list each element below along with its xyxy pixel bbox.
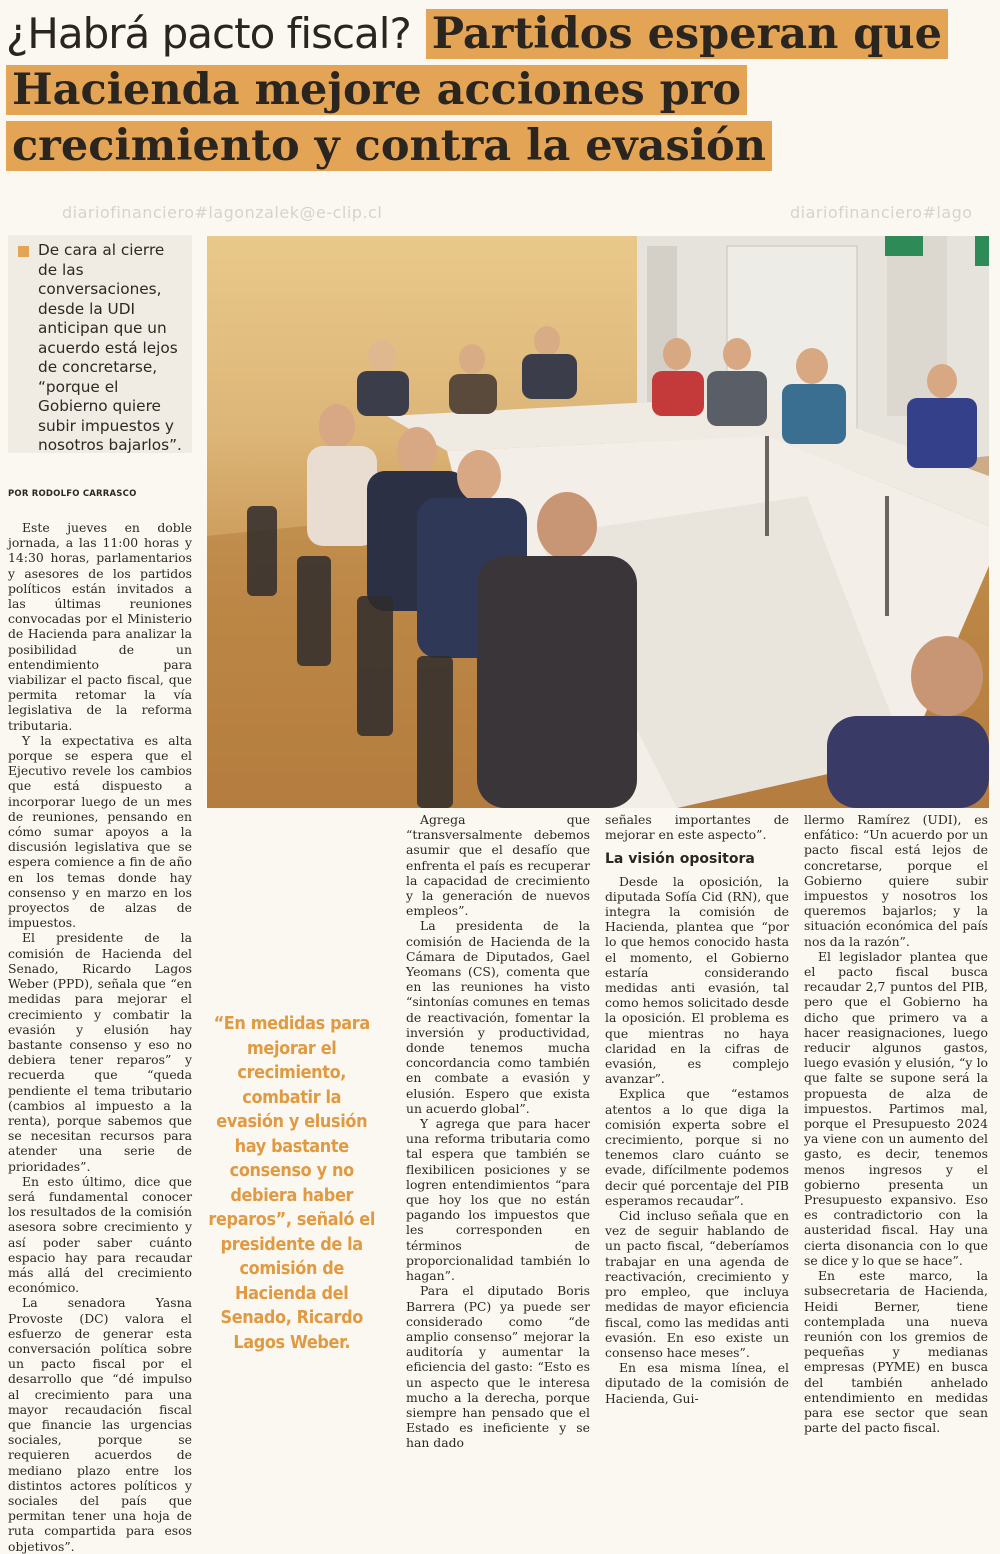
col4-paragraph: El legislador plantea que el pacto fiscal busca recaudar 2,7 puntos del PIB, pero que el Gobierno ha dicho que primero va a hacer reasignaciones, luego reducir algunos gastos, luego evasión y elusión, “y lo que falte se supone será la propuesta de alza de impuestos. Partimos mal, porque el Presupuesto 2024 ya viene con un aumento del gasto, es decir, tenemos menos ingresos y el gobierno presenta un Presupuesto expansivo. Eso es contradictorio con la austeridad fiscal. Hay una cierta disonancia con lo que se dice y lo que se hace”. <box>804 948 988 1268</box>
watermark-left: diariofinanciero#lagonzalek@e-clip.cl <box>62 203 383 222</box>
headline-main: Partidos esperan que Hacienda mejore acciones pro crecimiento y contra la evasión <box>6 9 948 171</box>
byline: POR RODOLFO CARRASCO <box>8 489 137 499</box>
col4-paragraph: llermo Ramírez (UDI), es enfático: “Un acuerdo por un pacto fiscal está lejos de concretarse, porque el Gobierno quiere subir impuestos y nosotros los queremos bajarlos; y la situación económica del país nos da la razón”. <box>804 812 988 949</box>
watermark-right: diariofinanciero#lago <box>790 203 973 222</box>
summary-bullet-icon <box>18 246 29 257</box>
column-1 <box>8 520 192 1554</box>
col2-paragraph: Agrega que “transversalmente debemos asumir que el desafío que enfrenta el país es recuperar la capacidad de crecimiento y la generación de nuevos empleos”. <box>406 812 590 919</box>
summary-box <box>8 235 192 453</box>
col2-paragraph: La presidenta de la comisión de Hacienda de la Cámara de Diputados, Gael Yeomans (CS), comenta que en las reuniones ha visto “sintonías comunes en temas de reactivación, fomentar la inversión y productividad, donde tenemos mucha concordancia como también en combate a evasión y elusión. Espero que exista un acuerdo global”. <box>406 918 590 1116</box>
col3-paragraph: Explica que “estamos atentos a lo que diga la comisión experta sobre el crecimiento, porque si no tenemos claro cuánto se evade, difícilmente podemos decir qué porcentaje del PIB esperamos recaudar”. <box>605 1086 789 1208</box>
col1-paragraph: La senadora Yasna Provoste (DC) valora el esfuerzo de generar esta conversación política sobre un pacto fiscal por el desarrollo que “dé impulso al crecimiento para una mayor recaudación fiscal que financie las urgencias sociales, porque se requieren acuerdos de mediano plazo entre los distintos actores políticos y sociales del país que permitan tener una hoja de ruta compartida para esos objetivos”. <box>8 1295 192 1554</box>
col2-paragraph: Y agrega que para hacer una reforma tributaria como tal espera que también se flexibilicen posiciones y se logren entendimientos “para que hoy los que no están pagando los impuestos que les corresponden en términos de proporcionalidad también lo hagan”. <box>406 1116 590 1284</box>
col1-paragraph: El presidente de la comisión de Hacienda del Senado, Ricardo Lagos Weber (PPD), señala que “en medidas para mejorar el crecimiento y combatir la evasión y elusión hay bastante consenso y eso no debiera tener reparos” y recuerda que “queda pendiente el tema tributario (cambios al impuesto a la renta), porque sabemos que se necesitan recursos para atender una serie de prioridades”. <box>8 930 192 1174</box>
col3-intro: señales importantes de mejorar en este aspecto”. <box>605 812 789 843</box>
col3-paragraph: En esa misma línea, el diputado de la comisión de Hacienda, Gui- <box>605 1360 789 1406</box>
headline-lead: ¿Habrá pacto fiscal? <box>6 9 411 58</box>
column-4 <box>804 812 988 1435</box>
col1-paragraph: Y la expectativa es alta porque se espera que el Ejecutivo revele los cambios que está dispuesto a incorporar luego de un mes de reuniones, pensando en cómo sumar apoyos a la discusión legislativa que se espera comience a fin de año en los temas donde hay consenso y en marzo en los proyectos de alzas de impuestos. <box>8 732 192 931</box>
col4-paragraph: En este marco, la subsecretaria de Hacienda, Heidi Berner, tiene contemplada una nueva reunión con los gremios de pequeñas y medianas empresas (PYME) en busca del también anhelado entendimiento en medidas para ese sector que sean parte del pacto fiscal. <box>804 1268 988 1436</box>
col1-paragraph: En esto último, dice que será fundamental conocer los resultados de la comisión asesora sobre crecimiento y así poder saber cuánto espacio hay para recaudar más allá del crecimiento económico. <box>8 1173 192 1296</box>
column-3 <box>605 812 789 1406</box>
col1-paragraph: Este jueves en doble jornada, a las 11:00 horas y 14:30 horas, parlamentarios y asesores de los partidos políticos están invitados a las últimas reuniones convocadas por el Ministerio de Hacienda para analizar la posibilidad de un entendimiento para viabilizar el pacto fiscal, que permita retomar la vía legislativa de la reforma tributaria. <box>8 520 192 733</box>
col2-paragraph: Para el diputado Boris Barrera (PC) ya puede ser considerado como “de amplio consenso” mejorar la auditoría y aumentar la eficiencia del gasto: “Esto es un aspecto que le interesa mucho a la derecha, porque siempre han pensado que el Estado es ineficiente y se han dado <box>406 1283 590 1451</box>
meeting-photo-illustration <box>207 236 989 808</box>
col3-paragraph: Desde la oposición, la diputada Sofía Cid (RN), que integra la comisión de Hacienda, plantea que “por lo que hemos conocido hasta el momento, el Gobierno estaría considerando medidas anti evasión, tal como hemos solicitado desde la oposición. El problema es que mientras no haya claridad en la cifras de evasión, es complejo avanzar”. <box>605 873 789 1087</box>
meeting-photo <box>207 236 989 808</box>
summary-text: De cara al cierre de las conversaciones, desde la UDI anticipan que un acuerdo está lejos de concretarse, “porque el Gobierno quiere subir impuestos y nosotros bajarlos”. <box>38 241 182 454</box>
headline <box>6 6 996 174</box>
column-2 <box>406 812 590 1451</box>
col3-paragraph: Cid incluso señala que en vez de seguir hablando de un pacto fiscal, “deberíamos trabajar en una agenda de reactivación, crecimiento y pro empleo, que incluya medidas de mayor eficiencia fiscal, como las medidas anti evasión. En eso existe un consenso hace meses”. <box>605 1208 789 1360</box>
section-heading: La visión opositora <box>605 851 755 868</box>
pull-quote: “En medidas para mejorar el crecimiento, combatir la evasión y elusión hay bastante consenso y no debiera haber reparos”, señaló el presidente de la comisión de Hacienda del Senado, Ricardo Lagos Weber. <box>208 1014 376 1353</box>
